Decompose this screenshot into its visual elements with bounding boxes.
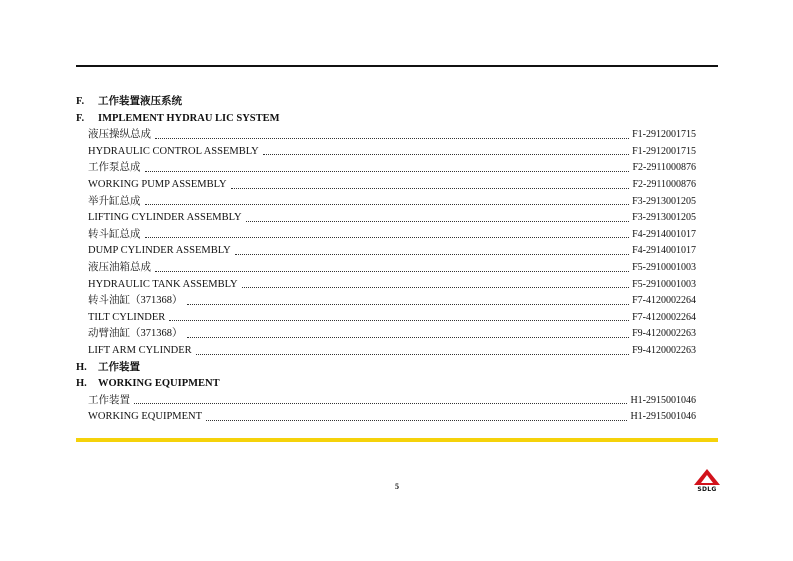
entry-label: 举升缸总成 xyxy=(88,195,141,207)
toc-entry[interactable] xyxy=(76,177,696,194)
section-letter: F. xyxy=(76,112,85,124)
entry-label: LIFTING CYLINDER ASSEMBLY xyxy=(88,212,242,224)
entry-code: F1-2912001715 xyxy=(632,129,696,141)
section-title: WORKING EQUIPMENT xyxy=(98,378,220,390)
entry-label: 转斗缸总成 xyxy=(88,228,141,240)
section-heading xyxy=(76,94,696,111)
dot-leader xyxy=(187,303,630,305)
toc-entry[interactable] xyxy=(76,326,696,343)
toc-entry[interactable] xyxy=(76,127,696,144)
toc-entry[interactable] xyxy=(76,243,696,260)
entry-label: HYDRAULIC CONTROL ASSEMBLY xyxy=(88,145,259,157)
entry-code: F7-4120002264 xyxy=(632,295,696,307)
entry-code: F5-2910001003 xyxy=(632,278,696,290)
entry-code: F2-2911000876 xyxy=(632,162,696,174)
section-letter: H. xyxy=(76,378,87,390)
section-letter: H. xyxy=(76,361,87,373)
dot-leader xyxy=(231,187,630,189)
toc-entry[interactable] xyxy=(76,393,696,410)
section-title: IMPLEMENT HYDRAU LIC SYSTEM xyxy=(98,112,280,124)
section-title: 工作装置 xyxy=(98,361,140,373)
toc-entry[interactable] xyxy=(76,227,696,244)
toc-entry[interactable] xyxy=(76,260,696,277)
dot-leader xyxy=(196,353,629,355)
entry-code: F3-2913001205 xyxy=(632,212,696,224)
dot-leader xyxy=(155,270,629,272)
dot-leader xyxy=(187,336,630,338)
entry-code: F2-2911000876 xyxy=(632,178,696,190)
dot-leader xyxy=(155,137,629,139)
toc-entry[interactable] xyxy=(76,409,696,426)
toc-entry[interactable] xyxy=(76,210,696,227)
dot-leader xyxy=(246,220,630,222)
entry-code: F4-2914001017 xyxy=(632,245,696,257)
section-title: 工作装置液压系统 xyxy=(98,96,182,107)
toc-entry[interactable] xyxy=(76,343,696,360)
entry-label: HYDRAULIC TANK ASSEMBLY xyxy=(88,278,238,290)
entry-code: H1-2915001046 xyxy=(630,411,696,423)
entry-code: F1-2912001715 xyxy=(632,145,696,157)
dot-leader xyxy=(206,419,627,421)
toc-list xyxy=(76,94,696,426)
dot-leader xyxy=(145,203,630,205)
dot-leader xyxy=(263,153,629,155)
section-letter: F. xyxy=(76,96,85,107)
entry-label: 工作装置 xyxy=(88,394,130,406)
dot-leader xyxy=(169,319,629,321)
toc-entry[interactable] xyxy=(76,160,696,177)
logo-text: SDLG xyxy=(697,486,717,493)
entry-label: 工作泵总成 xyxy=(88,162,141,174)
toc-entry[interactable] xyxy=(76,277,696,294)
dot-leader xyxy=(134,402,627,404)
entry-label: 液压操纵总成 xyxy=(88,129,151,141)
entry-label: 液压油箱总成 xyxy=(88,261,151,273)
footer-rule xyxy=(76,438,718,442)
dot-leader xyxy=(145,170,630,172)
entry-code: H1-2915001046 xyxy=(630,394,696,406)
page-number: 5 xyxy=(395,482,399,491)
section-heading xyxy=(76,376,696,393)
section-heading xyxy=(76,111,696,128)
toc-entry[interactable] xyxy=(76,144,696,161)
toc-entry[interactable] xyxy=(76,293,696,310)
entry-label: 动臂油缸（371368） xyxy=(88,328,183,340)
entry-label: WORKING EQUIPMENT xyxy=(88,411,203,423)
entry-code: F3-2913001205 xyxy=(632,195,696,207)
entry-code: F9-4120002263 xyxy=(632,328,696,340)
entry-label: LIFT ARM CYLINDER xyxy=(88,344,192,356)
dot-leader xyxy=(242,286,629,288)
dot-leader xyxy=(235,253,629,255)
entry-label: DUMP CYLINDER ASSEMBLY xyxy=(88,245,231,257)
entry-code: F5-2910001003 xyxy=(632,261,696,273)
header-rule xyxy=(76,65,718,67)
toc-entry[interactable] xyxy=(76,194,696,211)
entry-code: F7-4120002264 xyxy=(632,311,696,323)
entry-code: F9-4120002263 xyxy=(632,344,696,356)
entry-label: WORKING PUMP ASSEMBLY xyxy=(88,178,227,190)
entry-label: TILT CYLINDER xyxy=(88,311,166,323)
section-heading xyxy=(76,360,696,377)
entry-label: 转斗油缸（371368） xyxy=(88,295,183,307)
entry-code: F4-2914001017 xyxy=(632,228,696,240)
dot-leader xyxy=(145,236,630,238)
toc-entry[interactable] xyxy=(76,310,696,327)
